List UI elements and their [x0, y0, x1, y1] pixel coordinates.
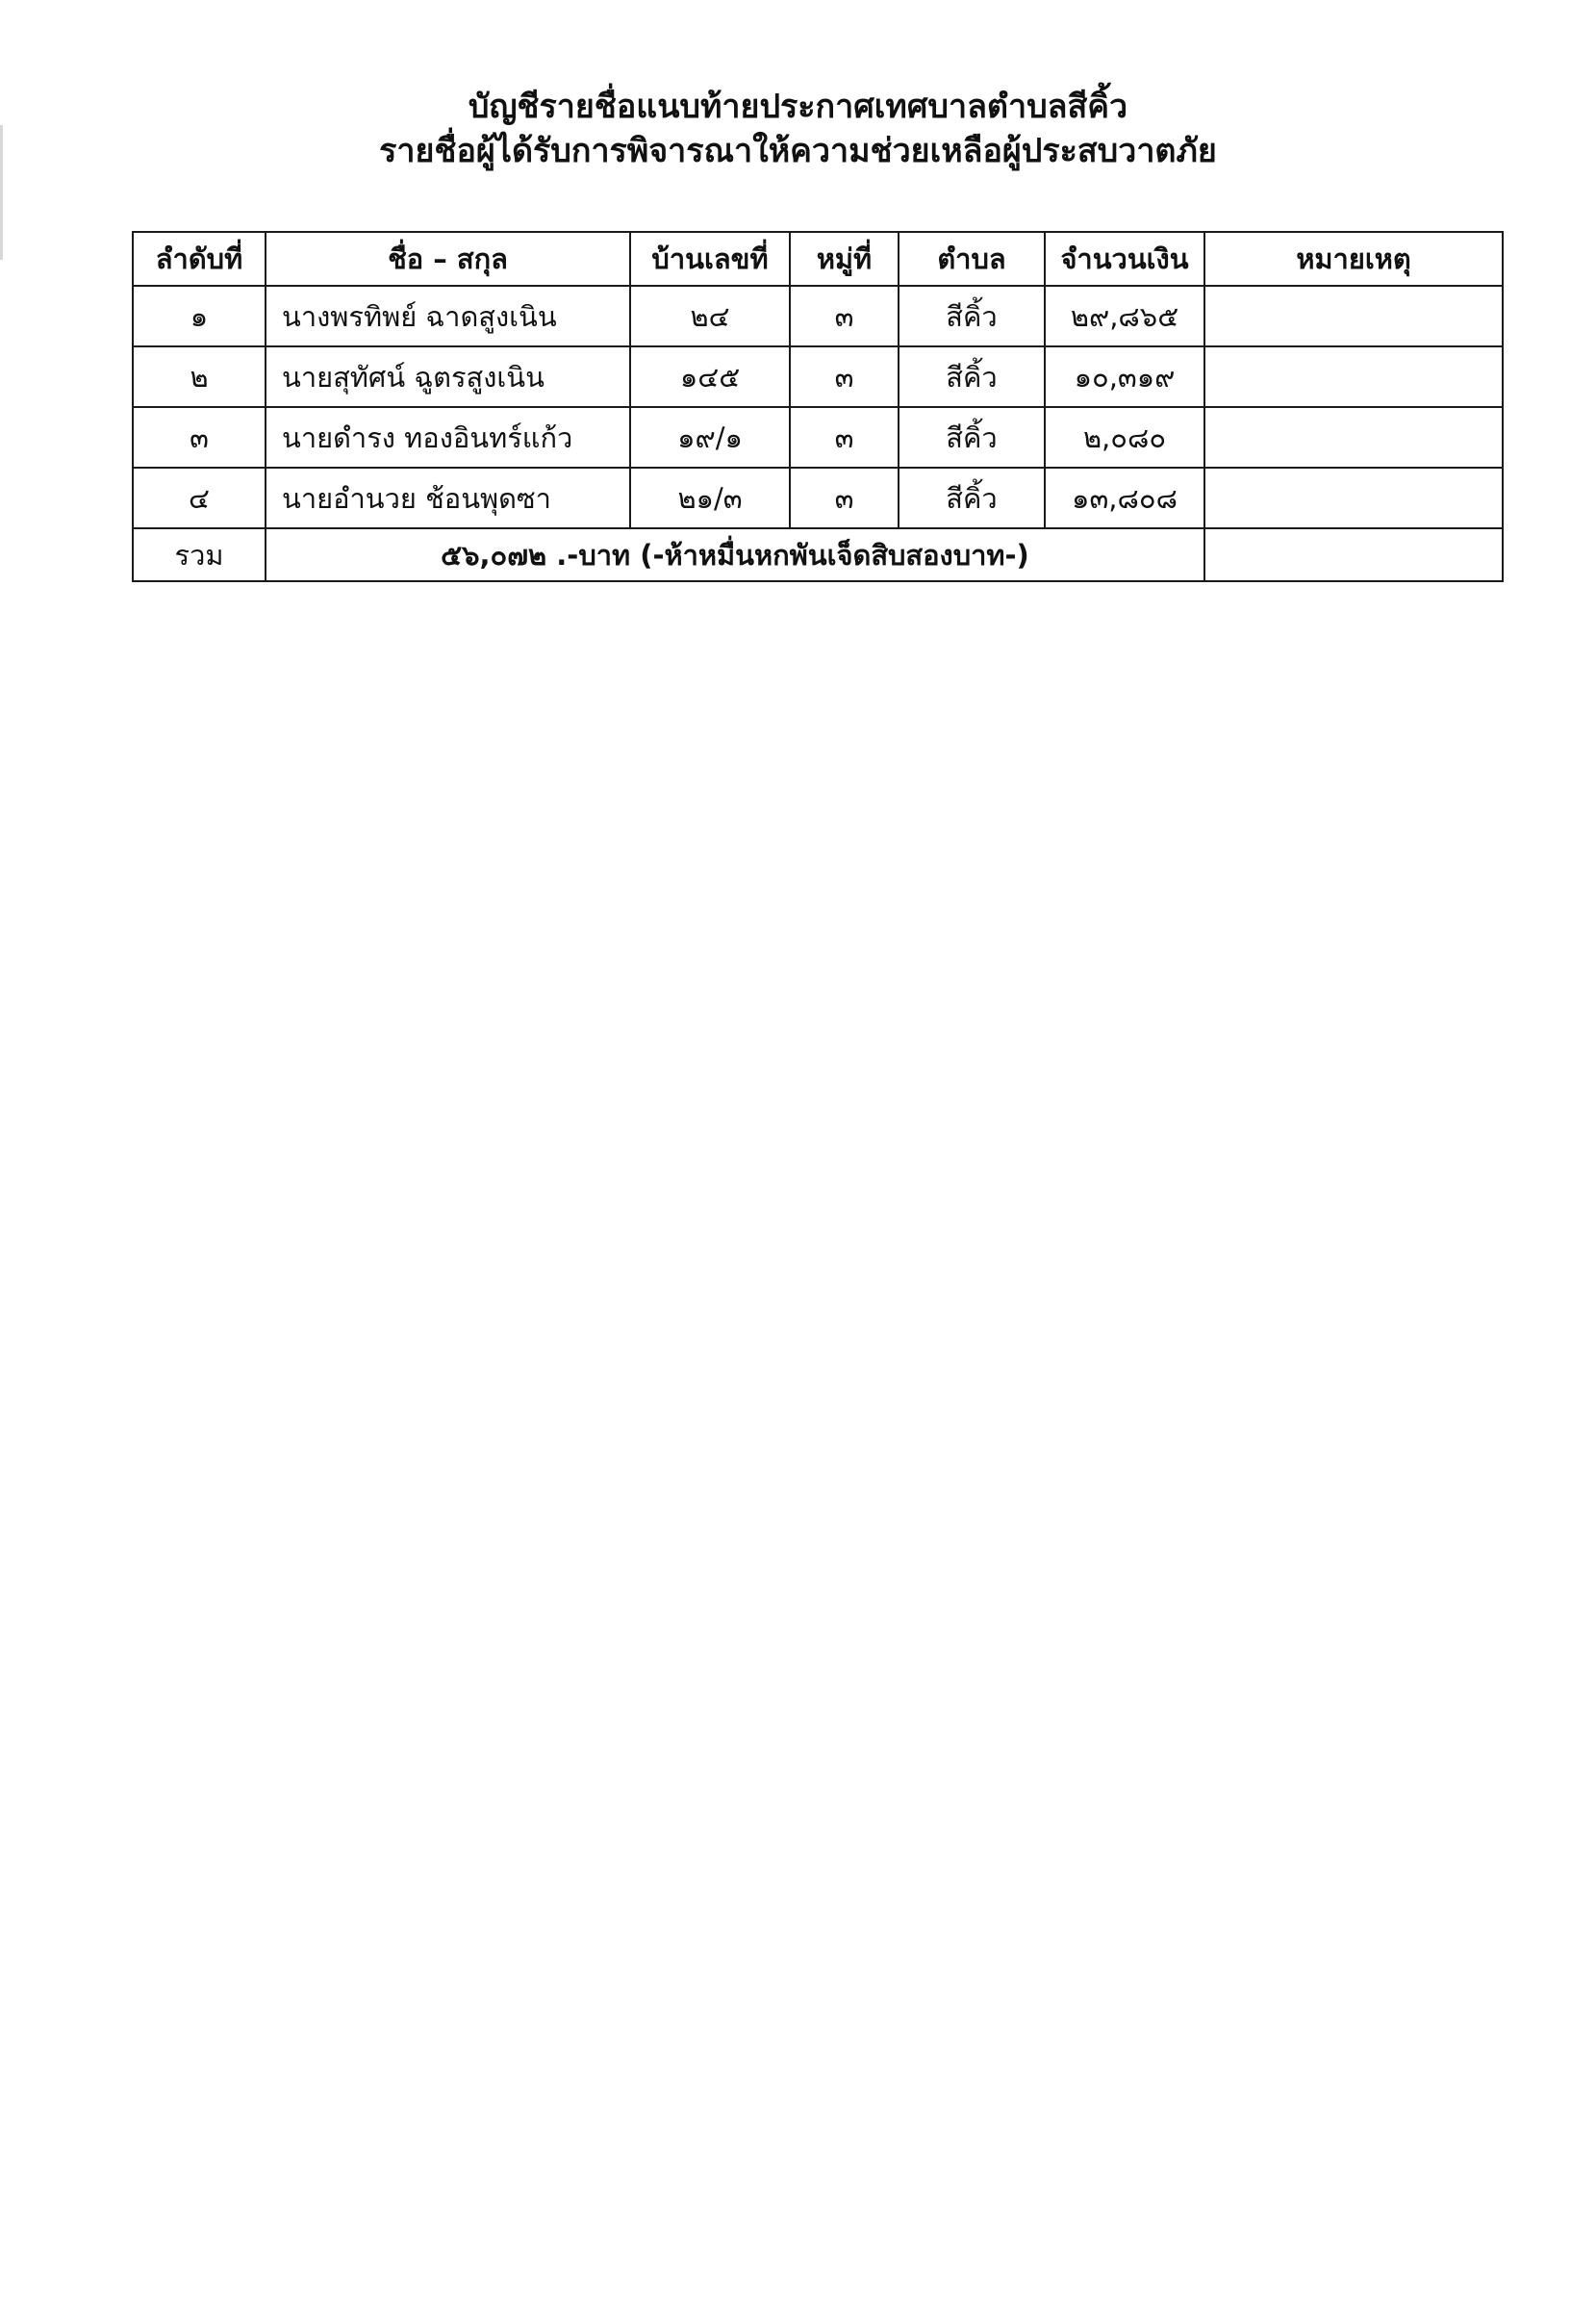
table-header-row — [133, 232, 1503, 286]
document-title: บัญชีรายชื่อแนบท้ายประกาศเทศบาลตำบลสีคิ้ว — [468, 88, 1128, 126]
row-house-number: ๑๔๕ — [630, 346, 790, 407]
row-house-number: ๒๑/๓ — [630, 468, 790, 528]
row-tambon: สีคิ้ว — [899, 346, 1045, 407]
row-amount: ๑๓,๘๐๘ — [1045, 468, 1204, 528]
row-name: นายดำรง ทองอินทร์แก้ว — [266, 407, 630, 468]
row-moo: ๓ — [790, 468, 899, 528]
row-moo: ๓ — [790, 407, 899, 468]
document-header — [0, 85, 1596, 173]
row-order: ๒ — [133, 346, 266, 407]
row-name: นายสุทัศน์ ฉูตรสูงเนิน — [266, 346, 630, 407]
row-amount: ๒,๐๘๐ — [1045, 407, 1204, 468]
header-note: หมายเหตุ — [1204, 232, 1503, 286]
row-note — [1204, 346, 1503, 407]
row-house-number: ๑๙/๑ — [630, 407, 790, 468]
header-name: ชื่อ – สกุล — [266, 232, 630, 286]
header-amount: จำนวนเงิน — [1045, 232, 1204, 286]
total-label: รวม — [133, 528, 266, 581]
row-tambon: สีคิ้ว — [899, 468, 1045, 528]
row-tambon: สีคิ้ว — [899, 286, 1045, 346]
table-row — [133, 346, 1503, 407]
total-note — [1204, 528, 1503, 581]
row-name: นายอำนวย ช้อนพุดซา — [266, 468, 630, 528]
row-note — [1204, 407, 1503, 468]
row-house-number: ๒๔ — [630, 286, 790, 346]
header-order: ลำดับที่ — [133, 232, 266, 286]
total-row — [133, 528, 1503, 581]
row-name: นางพรทิพย์ ฉาดสูงเนิน — [266, 286, 630, 346]
recipients-table — [132, 231, 1504, 582]
header-house-number: บ้านเลขที่ — [630, 232, 790, 286]
document-subtitle: รายชื่อผู้ได้รับการพิจารณาให้ความช่วยเหลือผู้ประสบวาตภัย — [379, 132, 1217, 170]
row-order: ๔ — [133, 468, 266, 528]
row-order: ๓ — [133, 407, 266, 468]
total-amount-text: ๕๖,๐๗๒ .-บาท (-ห้าหมื่นหกพันเจ็ดสิบสองบาท-) — [266, 528, 1204, 581]
row-moo: ๓ — [790, 346, 899, 407]
row-tambon: สีคิ้ว — [899, 407, 1045, 468]
row-amount: ๑๐,๓๑๙ — [1045, 346, 1204, 407]
table-row — [133, 286, 1503, 346]
table-row — [133, 468, 1503, 528]
row-amount: ๒๙,๘๖๕ — [1045, 286, 1204, 346]
header-tambon: ตำบล — [899, 232, 1045, 286]
row-note — [1204, 286, 1503, 346]
row-moo: ๓ — [790, 286, 899, 346]
row-note — [1204, 468, 1503, 528]
header-moo: หมู่ที่ — [790, 232, 899, 286]
row-order: ๑ — [133, 286, 266, 346]
table-row — [133, 407, 1503, 468]
